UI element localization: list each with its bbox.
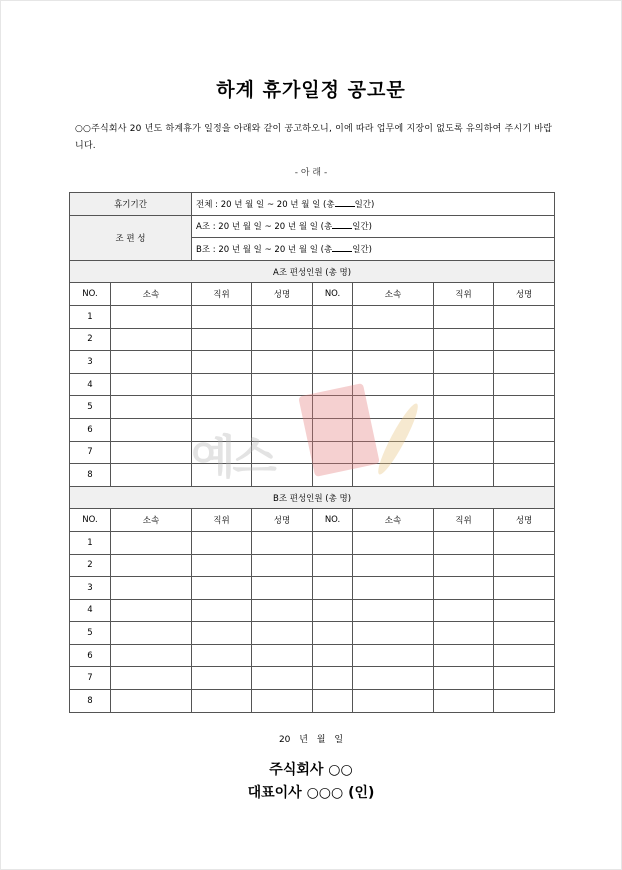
table-cell[interactable] (494, 305, 555, 328)
table-cell[interactable] (434, 644, 494, 667)
period-value (192, 193, 555, 216)
row-number: 4 (70, 599, 111, 622)
table-cell[interactable] (434, 464, 494, 487)
table-cell[interactable] (434, 441, 494, 464)
table-cell[interactable] (434, 622, 494, 645)
section-a-table-row (70, 441, 555, 464)
table-cell[interactable] (252, 667, 313, 690)
table-cell[interactable] (494, 418, 555, 441)
table-cell[interactable] (313, 622, 353, 645)
table-cell[interactable] (252, 531, 313, 554)
column-header: 직위 (192, 283, 252, 306)
row-number: 1 (70, 531, 111, 554)
table-cell[interactable] (192, 418, 252, 441)
table-cell[interactable] (313, 554, 353, 577)
watermark-text: 예스 (191, 430, 274, 484)
row-number: 8 (70, 690, 111, 713)
group-a-row (70, 215, 555, 238)
table-cell[interactable] (111, 441, 192, 464)
column-header: NO. (313, 283, 353, 306)
row-number: 2 (70, 554, 111, 577)
table-cell[interactable] (353, 690, 434, 713)
table-cell[interactable] (494, 351, 555, 374)
group-a-prefix: A조 : 20 년 월 일 ~ 20 년 월 일 (총 (196, 222, 333, 233)
table-cell[interactable] (111, 577, 192, 600)
table-cell[interactable] (494, 667, 555, 690)
table-cell[interactable] (353, 396, 434, 419)
section-b-table-row (70, 644, 555, 667)
table-cell[interactable] (353, 351, 434, 374)
table-cell[interactable] (313, 305, 353, 328)
table-cell[interactable] (192, 622, 252, 645)
table-cell[interactable] (353, 599, 434, 622)
table-cell[interactable] (434, 373, 494, 396)
table-cell[interactable] (252, 373, 313, 396)
section-a-table-row (70, 418, 555, 441)
table-cell[interactable] (313, 373, 353, 396)
row-number: 2 (70, 328, 111, 351)
table-cell[interactable] (313, 441, 353, 464)
section-b-table-row (70, 531, 555, 554)
table-cell[interactable] (192, 667, 252, 690)
row-number: 1 (70, 305, 111, 328)
row-number: 3 (70, 351, 111, 374)
table-cell[interactable] (434, 577, 494, 600)
table-cell[interactable] (192, 531, 252, 554)
table-cell[interactable] (111, 599, 192, 622)
table-cell[interactable] (313, 644, 353, 667)
table-cell[interactable] (494, 531, 555, 554)
table-cell[interactable] (111, 554, 192, 577)
section-a-table-row (70, 373, 555, 396)
column-header: 성명 (252, 283, 313, 306)
table-cell[interactable] (192, 373, 252, 396)
group-b-days-blank (332, 243, 352, 252)
column-header: 직위 (434, 283, 494, 306)
group-a-days-blank (332, 220, 352, 229)
table-cell[interactable] (353, 531, 434, 554)
section-a-columns-row (70, 283, 555, 306)
document-title: 하계 휴가일정 공고문 (216, 79, 406, 101)
section-b-columns-row (70, 509, 555, 532)
table-cell[interactable] (111, 305, 192, 328)
row-number: 5 (70, 396, 111, 419)
column-header: NO. (70, 509, 111, 532)
table-cell[interactable] (353, 554, 434, 577)
column-header: 직위 (192, 509, 252, 532)
group-a-suffix: 일간) (352, 222, 372, 233)
section-a-table-row (70, 305, 555, 328)
row-number: 6 (70, 418, 111, 441)
column-header: 성명 (494, 283, 555, 306)
table-cell[interactable] (353, 622, 434, 645)
table-cell[interactable] (192, 644, 252, 667)
table-cell[interactable] (252, 577, 313, 600)
table-cell[interactable] (111, 373, 192, 396)
section-b-table-row (70, 577, 555, 600)
section-a-table-row (70, 464, 555, 487)
section-a-table-row (70, 396, 555, 419)
section-a-header-row (70, 260, 555, 283)
column-header: 성명 (252, 509, 313, 532)
table-cell[interactable] (252, 690, 313, 713)
table-cell[interactable] (252, 351, 313, 374)
table-cell[interactable] (192, 577, 252, 600)
row-number: 4 (70, 373, 111, 396)
company-name: 주식회사 ○○ (269, 762, 353, 778)
table-cell[interactable] (353, 667, 434, 690)
table-cell[interactable] (252, 644, 313, 667)
period-days-blank (335, 198, 355, 207)
table-cell[interactable] (313, 351, 353, 374)
table-cell[interactable] (252, 622, 313, 645)
table-cell[interactable] (353, 305, 434, 328)
table-cell[interactable] (494, 622, 555, 645)
row-number: 3 (70, 577, 111, 600)
row-number: 7 (70, 667, 111, 690)
table-cell[interactable] (353, 328, 434, 351)
table-cell[interactable] (192, 464, 252, 487)
section-b-table-row (70, 599, 555, 622)
table-cell[interactable] (252, 599, 313, 622)
table-cell[interactable] (434, 690, 494, 713)
table-cell[interactable] (434, 396, 494, 419)
table-cell[interactable] (192, 599, 252, 622)
row-number: 7 (70, 441, 111, 464)
table-cell[interactable] (111, 351, 192, 374)
table-cell[interactable] (111, 690, 192, 713)
table-cell[interactable] (252, 464, 313, 487)
table-cell[interactable] (111, 464, 192, 487)
period-label: 휴기기간 (70, 193, 192, 216)
row-number: 6 (70, 644, 111, 667)
period-row (70, 193, 555, 216)
table-cell[interactable] (494, 577, 555, 600)
table-cell[interactable] (313, 690, 353, 713)
column-header: 소속 (353, 283, 434, 306)
table-cell[interactable] (313, 418, 353, 441)
column-header: 직위 (434, 509, 494, 532)
table-cell[interactable] (494, 599, 555, 622)
table-cell[interactable] (313, 599, 353, 622)
table-cell[interactable] (111, 328, 192, 351)
table-cell[interactable] (111, 396, 192, 419)
table-cell[interactable] (252, 554, 313, 577)
table-cell[interactable] (111, 644, 192, 667)
ceo-signature-line: 대표이사 ○○○ (인) (247, 785, 375, 801)
table-cell[interactable] (353, 644, 434, 667)
section-b-header-row (70, 486, 555, 509)
table-cell[interactable] (494, 396, 555, 419)
intro-paragraph: ○○주식회사 20 년도 하계휴가 일정을 아래와 같이 공고하오니, 이에 따라 업무에 지장이 없도록 유의하여 주시기 바랍니다. (75, 124, 553, 151)
table-cell[interactable] (192, 554, 252, 577)
table-cell[interactable] (494, 690, 555, 713)
table-cell[interactable] (192, 441, 252, 464)
column-header: 소속 (111, 283, 192, 306)
section-b-table-row (70, 690, 555, 713)
table-cell[interactable] (353, 373, 434, 396)
table-cell[interactable] (313, 396, 353, 419)
section-a-title: A조 편성인원 (총 명) (70, 260, 555, 283)
table-cell[interactable] (494, 328, 555, 351)
section-b-title: B조 편성인원 (총 명) (70, 486, 555, 509)
table-cell[interactable] (434, 351, 494, 374)
row-number: 8 (70, 464, 111, 487)
section-a-table-row (70, 328, 555, 351)
group-label: 조 편 성 (70, 215, 192, 260)
column-header: 소속 (353, 509, 434, 532)
table-cell[interactable] (192, 396, 252, 419)
table-cell[interactable] (434, 554, 494, 577)
group-b-suffix: 일간) (352, 244, 372, 255)
table-cell[interactable] (353, 577, 434, 600)
column-header: 성명 (494, 509, 555, 532)
document-date: 20 년 월 일 (278, 735, 344, 745)
below-marker: - 아 래 - (294, 168, 328, 178)
vacation-schedule-table (69, 192, 555, 713)
table-cell[interactable] (111, 531, 192, 554)
table-cell[interactable] (111, 667, 192, 690)
group-a-value (192, 215, 555, 238)
table-cell[interactable] (313, 577, 353, 600)
section-b-table-row (70, 554, 555, 577)
table-cell[interactable] (353, 464, 434, 487)
table-cell[interactable] (313, 667, 353, 690)
table-cell[interactable] (494, 373, 555, 396)
table-cell[interactable] (313, 328, 353, 351)
table-cell[interactable] (434, 667, 494, 690)
column-header: NO. (313, 509, 353, 532)
table-cell[interactable] (111, 622, 192, 645)
row-number: 5 (70, 622, 111, 645)
table-cell[interactable] (353, 418, 434, 441)
section-b-table-row (70, 622, 555, 645)
table-cell[interactable] (252, 396, 313, 419)
table-cell[interactable] (192, 305, 252, 328)
group-b-value (192, 238, 555, 261)
table-cell[interactable] (434, 305, 494, 328)
table-cell[interactable] (252, 418, 313, 441)
table-cell[interactable] (313, 464, 353, 487)
group-b-prefix: B조 : 20 년 월 일 ~ 20 년 월 일 (총 (196, 244, 333, 255)
table-cell[interactable] (252, 305, 313, 328)
section-a-table-row (70, 351, 555, 374)
table-cell[interactable] (434, 328, 494, 351)
column-header: 소속 (111, 509, 192, 532)
table-cell[interactable] (494, 554, 555, 577)
column-header: NO. (70, 283, 111, 306)
table-cell[interactable] (192, 328, 252, 351)
table-cell[interactable] (192, 690, 252, 713)
table-cell[interactable] (434, 599, 494, 622)
table-cell[interactable] (252, 441, 313, 464)
table-cell[interactable] (494, 644, 555, 667)
table-cell[interactable] (434, 418, 494, 441)
period-value-suffix: 일간) (354, 199, 375, 210)
table-cell[interactable] (192, 351, 252, 374)
section-b-table-row (70, 667, 555, 690)
period-value-prefix: 전체 : 20 년 월 일 ~ 20 년 월 일 (총 (196, 199, 335, 210)
table-cell[interactable] (434, 531, 494, 554)
table-cell[interactable] (494, 464, 555, 487)
table-cell[interactable] (252, 328, 313, 351)
table-cell[interactable] (353, 441, 434, 464)
table-cell[interactable] (313, 531, 353, 554)
table-cell[interactable] (494, 441, 555, 464)
table-cell[interactable] (111, 418, 192, 441)
